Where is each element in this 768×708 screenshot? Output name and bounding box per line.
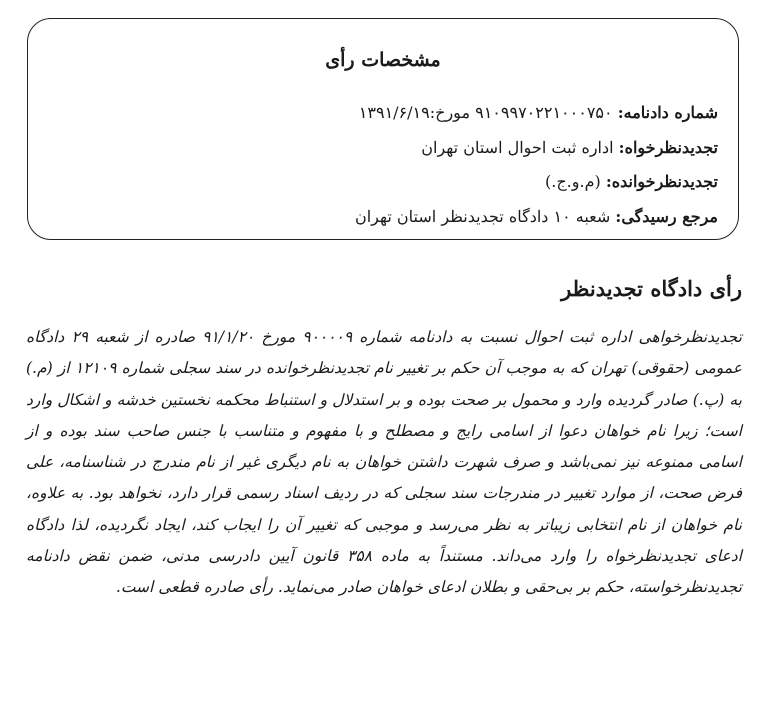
field-label: تجدیدنظرخوانده: bbox=[605, 172, 718, 191]
field-value: (م.و.ج.) bbox=[545, 172, 601, 191]
field-court bbox=[48, 207, 718, 242]
ruling-text: تجدیدنظرخواهی اداره ثبت احوال نسبت به دادنامه شماره ۹۰۰۰۰۹ مورخ ۹۱/۱/۲۰ صادره از شعبه ۲۹ دادگاه عمومی (حقوقی) تهران که به موجب آن حکم بر تغییر نام تجدیدنظرخوانده در سند سجلی شماره ۱۲۱۰۹ از (م.) به (پ.) صادر گردیده وارد و محمول بر صحت بوده و بر استدلال و استنباط محکمه نخستین خدشه و اشکال وارد است؛ زیرا نام خواهان دعوا از اسامی رایج و مصطلح و با مفهوم و متناسب با جنس صاحب سند بوده و از اسامی ممنوعه نیز نمی‌باشد و صرف شهرت داشتن خواهان به نام دیگری غیر از نام مندرج در شناسنامه، علی فرض صحت، از موارد تغییر در مندرجات سند سجلی که در ردیف اسناد رسمی قرار دارد، نخواهد بود. به علاوه، نام خواهان از نام انتخابی زیباتر به نظر می‌رسد و موجبی که تغییر آن را ایجاب کند، ایجاد نگردیده، لذا دادگاه ادعای تجدیدنظرخواه را وارد می‌داند. مستنداً به ماده ۳۵۸ قانون آیین دادرسی مدنی، ضمن نقض دادنامه تجدیدنظرخواسته، حکم بر بی‌حقی و بطلان ادعای خواهان صادر می‌نماید. رأی صادره قطعی است. bbox=[26, 328, 742, 597]
field-value: ۹۱۰۹۹۷۰۲۲۱۰۰۰۷۵۰ مورخ:۱۳۹۱/۶/۱۹ bbox=[358, 103, 613, 122]
field-appellant bbox=[48, 138, 718, 173]
field-value: شعبه ۱۰ دادگاه تجدیدنظر استان تهران bbox=[354, 206, 611, 226]
field-appellee bbox=[48, 172, 718, 207]
ruling-title: رأی دادگاه تجدیدنظر bbox=[561, 276, 742, 301]
field-label: شماره دادنامه: bbox=[617, 103, 718, 122]
field-verdict-number bbox=[48, 103, 718, 138]
details-fields bbox=[48, 103, 718, 241]
details-title: مشخصات رأی bbox=[325, 49, 441, 71]
ruling-details-box bbox=[27, 18, 739, 240]
field-label: مرجع رسیدگی: bbox=[615, 206, 718, 226]
field-label: تجدیدنظرخواه: bbox=[618, 137, 718, 157]
field-value: اداره ثبت احوال استان تهران bbox=[421, 137, 614, 157]
